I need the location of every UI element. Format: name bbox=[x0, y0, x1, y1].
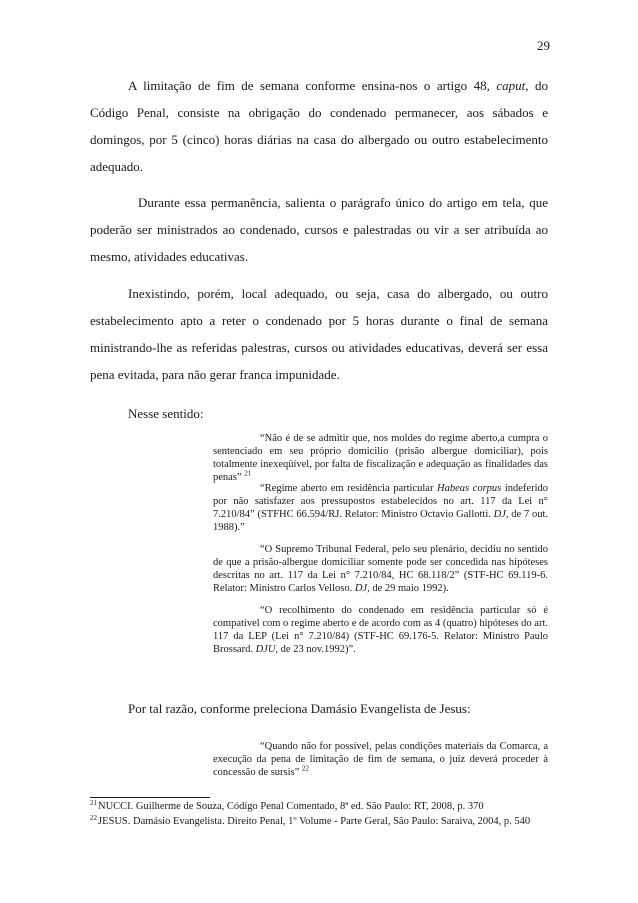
paragraph-line: domingos, por 5 (cinco) horas diárias na casa do albergado ou outro estabelecimento bbox=[90, 132, 548, 147]
block-quote-4: “O recolhimento do condenado em residência particular só é compatível com o regime aberto e de acordo com as 4 (quatro) hipóteses do art. 117 da LEP (Lei n° 7.210/84) (STF-HC 69.176-5. Relator: Ministro Paulo Brossard. DJU, de 23 nov.1992)”. bbox=[213, 605, 548, 655]
paragraph-1 bbox=[90, 72, 548, 180]
footnote-divider bbox=[90, 797, 210, 798]
block-quote-2: “Regime aberto em residência particular Habeas corpus indeferido por não satisfazer aos pressupostos estabelecidos no art. 117 da Lei n° 7.210/84” (STFHC 66.594/RJ. Relator: Ministro Octavio Gallotti. DJ, de 7 out. 1988).” bbox=[213, 483, 548, 533]
footnote-21: $^{21}$NUCCI. Guilherme de Souza, Código Penal Comentado, 8ª ed. São Paulo: RT, 2008, p. 370 bbox=[90, 798, 484, 812]
footnote-reference: 21 bbox=[244, 469, 252, 478]
paragraph-line: pena evitada, para não gerar franca impunidade. bbox=[90, 367, 340, 382]
paragraph-line: Inexistindo, porém, local adequado, ou seja, casa do albergado, ou outro bbox=[128, 286, 548, 301]
paragraph-2 bbox=[90, 189, 548, 270]
paragraph-3 bbox=[90, 280, 548, 388]
paragraph-line: ministrando-lhe as referidas palestras, cursos ou atividades educativas, deverá ser essa bbox=[90, 340, 548, 355]
block-quote-1: “Não é de se admitir que, nos moldes do regime aberto,a cumpra o sentenciado em seu próprio domicilio (prisão albergue domiciliar), pois totalmente inexeqüível, por falta de fiscalização e adequação as finalidades das penas” $^{21}$ bbox=[213, 433, 548, 483]
paragraph-line: estabelecimento apto a reter o condenado por 5 horas durante o final de semana bbox=[90, 313, 548, 328]
paragraph-line: mesmo, atividades educativas. bbox=[90, 249, 249, 264]
paragraph-line: poderão ser ministrados ao condenado, cursos e palestradas ou vir a ser atribuída ao bbox=[90, 222, 548, 237]
paragraph-line: Durante essa permanência, salienta o parágrafo único do artigo em tela, que bbox=[138, 195, 548, 210]
block-quote-5: “Quando não for possível, pelas condições materiais da Comarca, a execução da pena de limitação de fim de semana, o juiz deverá proceder à concessão de sursis” $^{22}$ bbox=[213, 741, 548, 778]
paragraph-line: adequado. bbox=[90, 159, 144, 174]
page-number: 29 bbox=[537, 38, 550, 53]
paragraph-line: Nesse sentido: bbox=[128, 406, 204, 421]
block-quote-3: “O Supremo Tribunal Federal, pelo seu plenário, decidiu no sentido de que a prisão-albergue domiciliar somente pode ser concedida nas hipóteses descritas no art. 117 da Lei n° 7.210/84, HC 68.118/2” (STF-HC 69.119-6. Relator: Ministro Carlos Velloso. DJ, de 29 maio 1992). bbox=[213, 544, 548, 594]
paragraph-4 bbox=[90, 400, 548, 427]
footnote-reference: 22 bbox=[301, 764, 309, 773]
paragraph-line: Por tal razão, conforme preleciona Damásio Evangelista de Jesus: bbox=[128, 701, 471, 716]
paragraph-line: Código Penal, consiste na obrigação do condenado permanecer, aos sábados e bbox=[90, 105, 548, 120]
footnote-22: $^{22}$JESUS. Damásio Evangelista. Direito Penal, 1º Volume - Parte Geral, São Paulo: Saraiva, 2004, p. 540 bbox=[90, 813, 531, 827]
paragraph-5 bbox=[90, 695, 548, 722]
paragraph-line: A limitação de fim de semana conforme ensina-nos o artigo 48, caput, do bbox=[128, 78, 548, 93]
